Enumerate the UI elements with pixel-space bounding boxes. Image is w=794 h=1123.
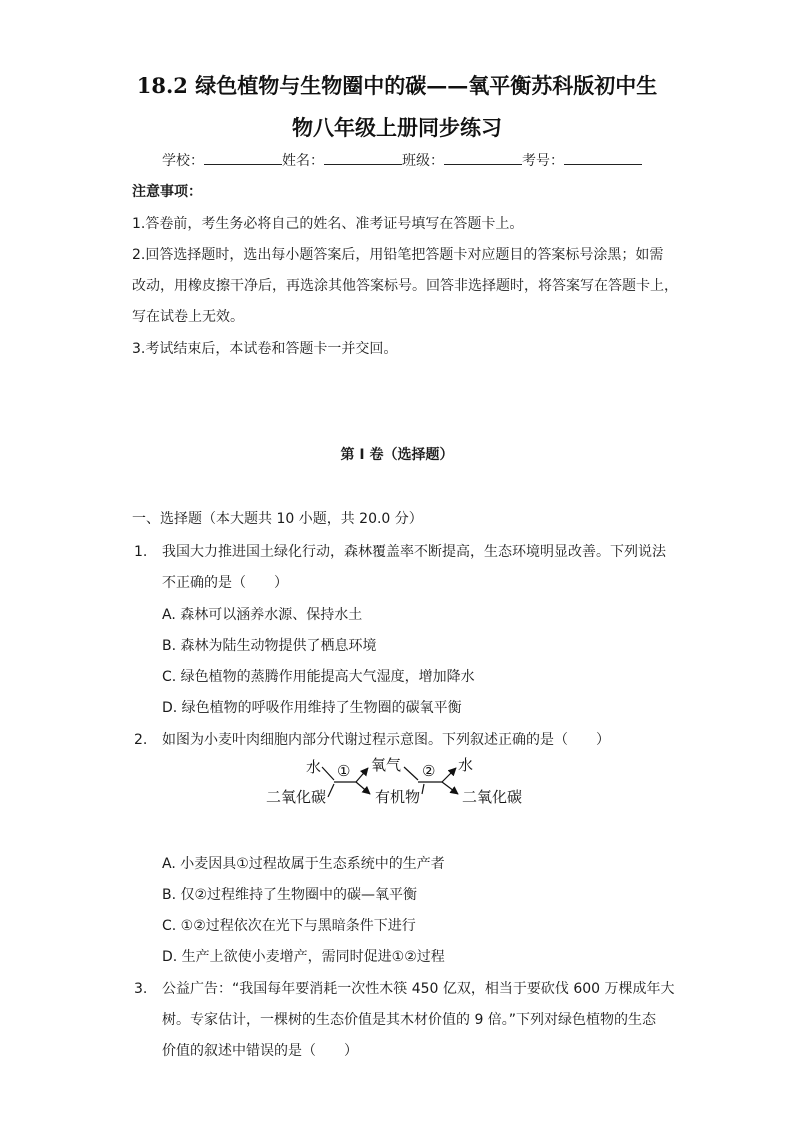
co2-output-arrow [442,782,458,794]
oxygen-arrow [356,768,368,782]
organic-label: 有机物 [375,788,421,806]
school-blank[interactable] [204,152,282,165]
question-stem-line: 价值的叙述中错误的是（ ） [162,1043,358,1059]
co2-input-label: 二氧化碳 [266,788,327,806]
question-number: 1. [134,544,148,560]
info-row [162,152,642,170]
notice-line: 2.回答选择题时，选出每小题答案后，用铅笔把答题卡对应题目的答案标号涂黑；如需 [132,247,664,263]
question-stem-line: 公益广告：“我国每年要消耗一次性木筷 450 亿双，相当于要砍伐 600 万棵成年大 [162,981,675,997]
metabolism-diagram [258,754,538,814]
part-heading: 一、选择题（本大题共 10 小题，共 20.0 分） [132,511,423,527]
name-label: 姓名： [282,153,324,169]
exam-number-blank[interactable] [564,152,642,165]
option-c[interactable]: C. ①②过程依次在光下与黑暗条件下进行 [162,918,416,934]
question-stem-line: 树。专家估计，一棵树的生态价值是其木材价值的 9 倍。”下列对绿色植物的生态 [162,1012,657,1028]
question-stem-line: 不正确的是（ ） [162,575,288,591]
notice-line: 1.答卷前，考生务必将自己的姓名、准考证号填写在答题卡上。 [132,216,524,232]
organic-to-step2-line [422,784,424,794]
option-a[interactable]: A. 森林可以涵养水源、保持水土 [162,607,363,623]
water-input-line [322,767,334,780]
step1-label: ① [337,762,351,780]
question-stem-line: 如图为小麦叶肉细胞内部分代谢过程示意图。下列叙述正确的是（ ） [162,732,610,748]
water-output-arrow [442,768,456,782]
class-blank[interactable] [444,152,522,165]
co2-input-line [328,784,334,797]
question-stem-line: 我国大力推进国土绿化行动，森林覆盖率不断提高，生态环境明显改善。下列说法 [162,544,666,560]
exam-number-label: 考号： [522,153,564,169]
organic-arrow [356,782,370,794]
name-blank[interactable] [324,152,402,165]
notice-line: 写在试卷上无效。 [132,309,244,325]
notice-line: 改动，用橡皮擦干净后，再选涂其他答案标号。回答非选择题时，将答案写在答题卡上， [132,278,678,294]
option-d[interactable]: D. 生产上欲使小麦增产，需同时促进①②过程 [162,949,445,965]
school-label: 学校： [162,153,204,169]
class-label: 班级： [402,153,444,169]
question-number: 2. [134,732,148,748]
water-output-label: 水 [458,756,474,774]
water-input-label: 水 [306,758,322,776]
oxygen-to-step2-line [404,767,418,780]
option-a[interactable]: A. 小麦因具①过程故属于生态系统中的生产者 [162,856,445,872]
option-d[interactable]: D. 绿色植物的呼吸作用维持了生物圈的碳氧平衡 [162,700,462,716]
notice-heading: 注意事项： [132,184,202,200]
option-b[interactable]: B. 森林为陆生动物提供了栖息环境 [162,638,377,654]
notice-line: 3.考试结束后，本试卷和答题卡一并交回。 [132,341,398,357]
oxygen-label: 氧气 [371,756,402,774]
section-title: 第 I 卷（选择题） [340,447,454,463]
option-c[interactable]: C. 绿色植物的蒸腾作用能提高大气湿度，增加降水 [162,669,475,685]
document-title-line1: 18.2 绿色植物与生物圈中的碳——氧平衡苏科版初中生 [136,73,658,98]
co2-output-label: 二氧化碳 [462,788,523,806]
step2-label: ② [422,762,436,780]
question-number: 3. [134,981,148,997]
document-title-line2: 物八年级上册同步练习 [292,115,502,140]
option-b[interactable]: B. 仅②过程维持了生物圈中的碳—氧平衡 [162,887,418,903]
